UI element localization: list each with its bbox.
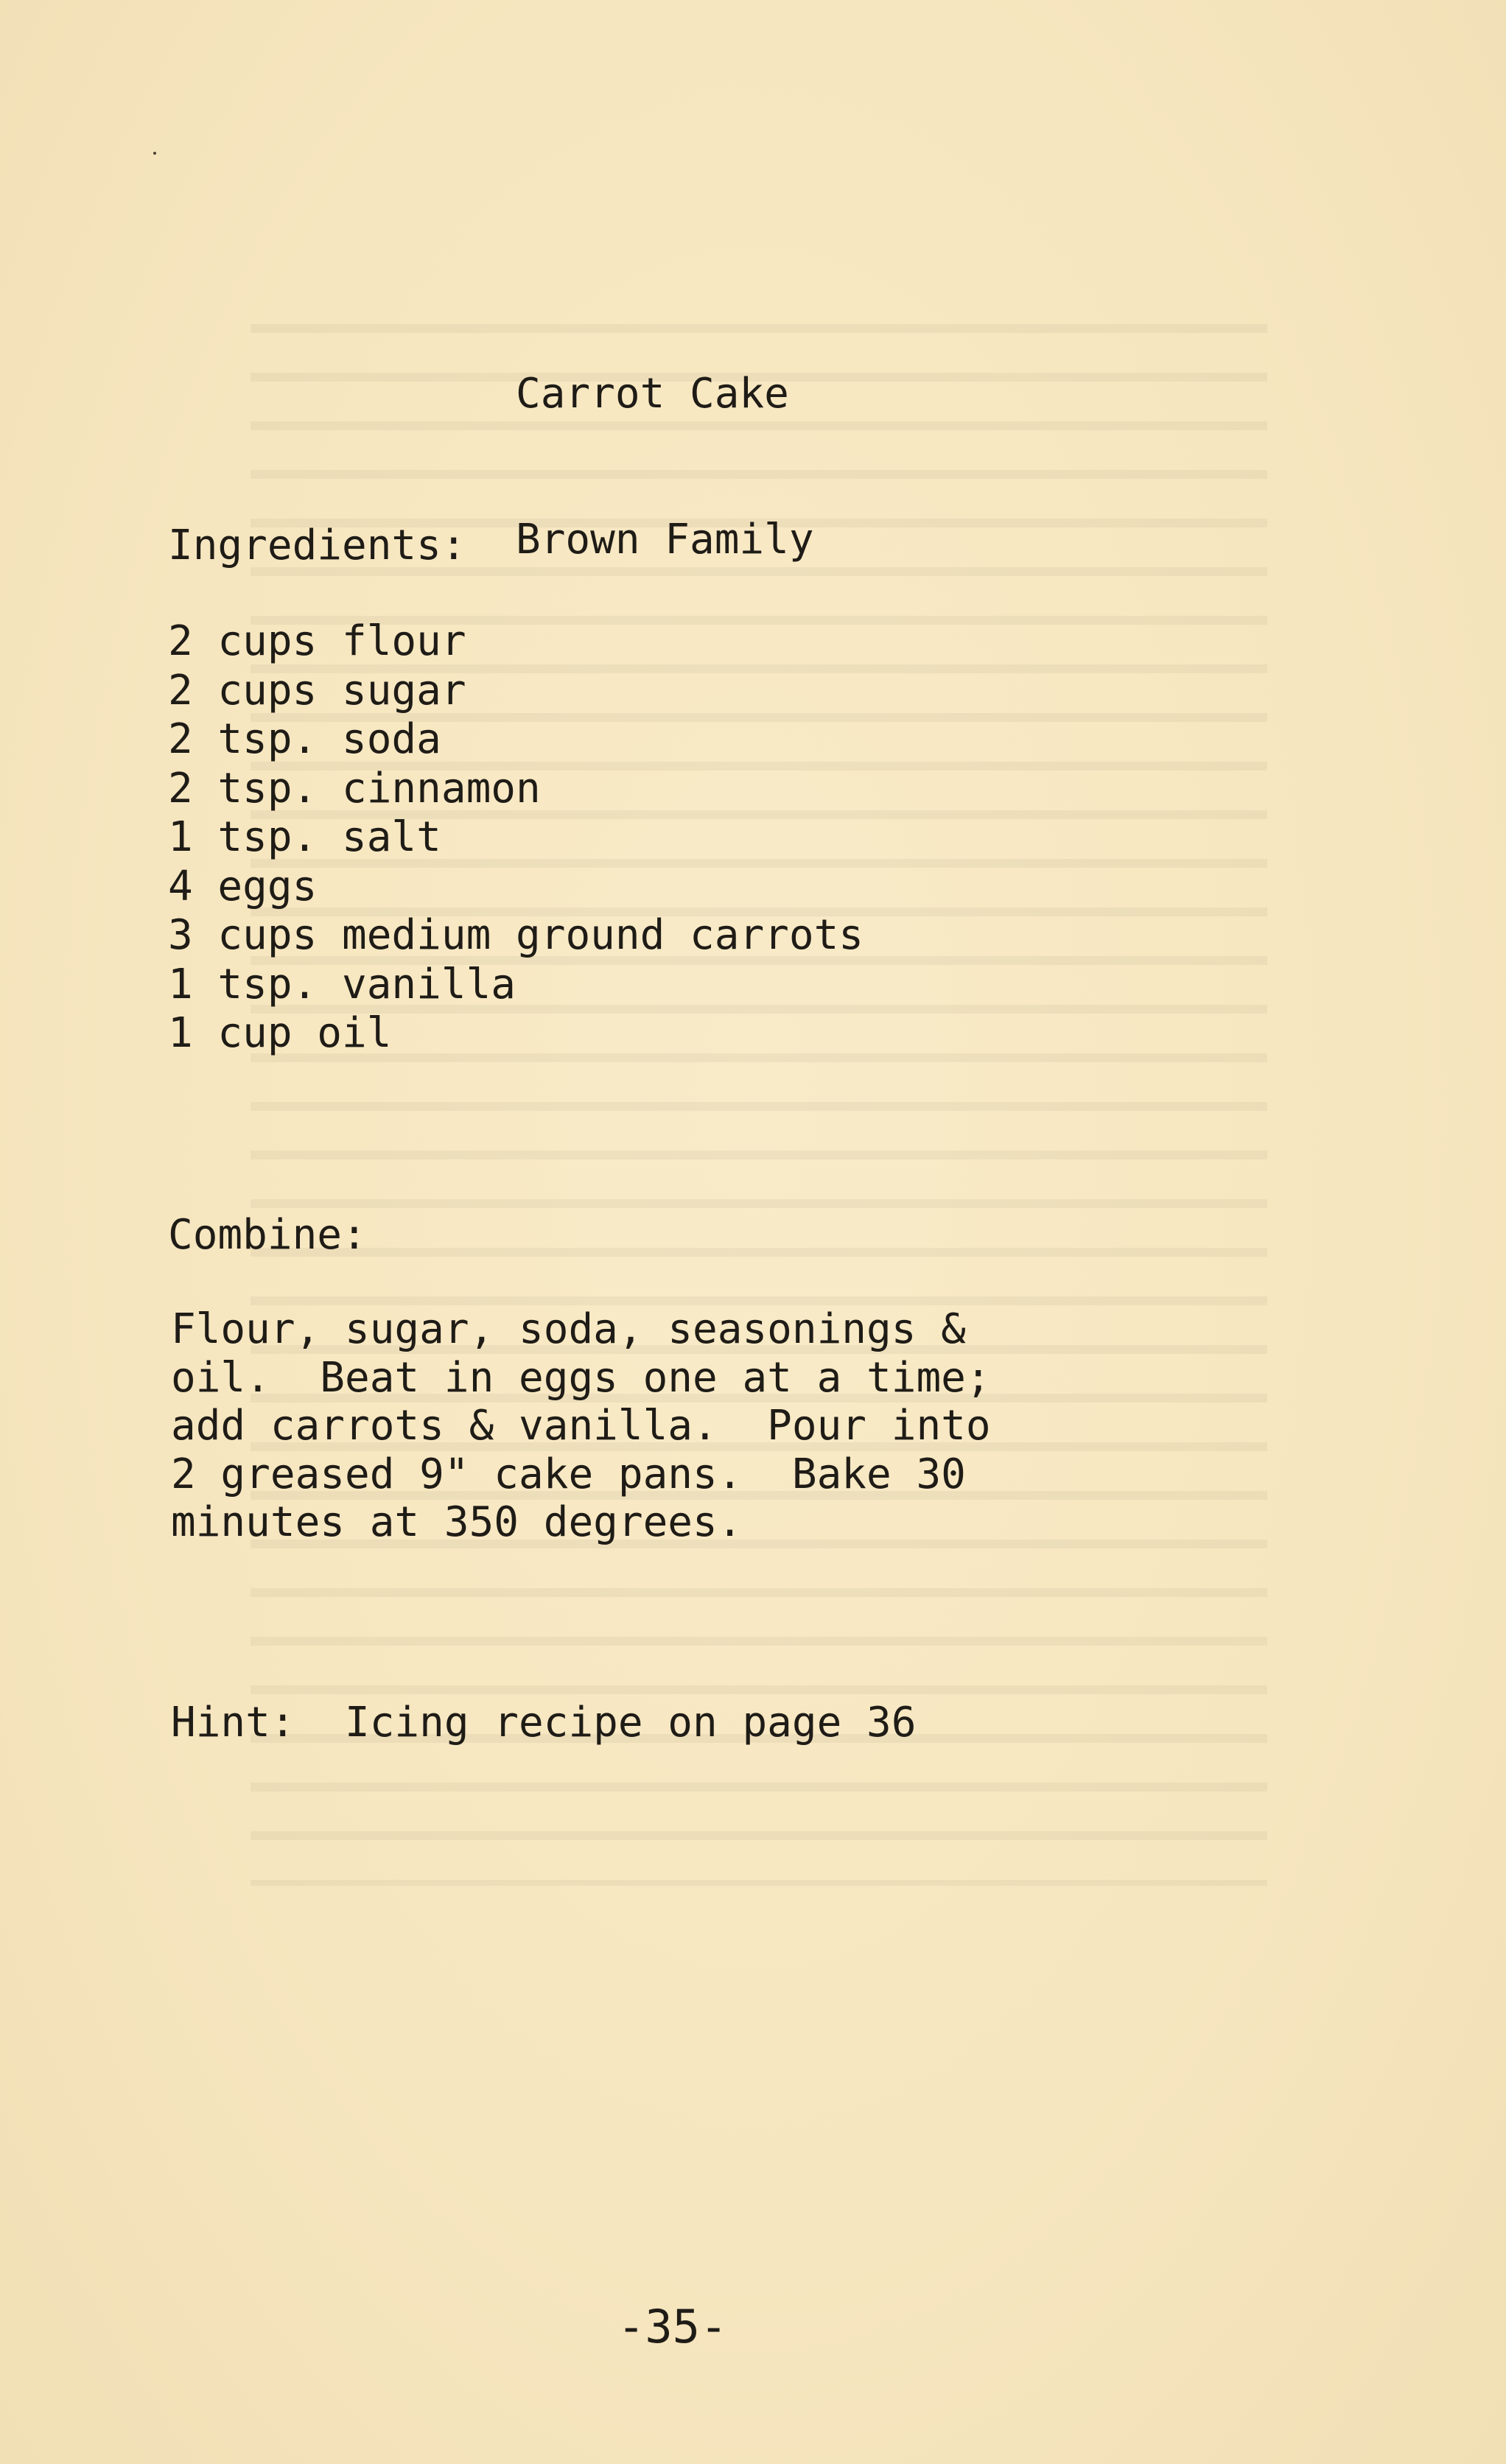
directions-line: Flour, sugar, soda, seasonings & [171,1305,966,1353]
paper-speck [153,152,156,155]
list-item: 2 cups sugar [168,666,466,715]
list-item: 1 cup oil [168,1009,392,1057]
ingredients-heading: Ingredients: [168,522,466,569]
recipe-contributor: Brown Family [516,516,814,564]
recipe-title: Carrot Cake [516,370,789,418]
ingredients-list [168,617,864,1059]
directions-paragraph [171,1305,991,1547]
list-item: 1 tsp. vanilla [168,960,516,1008]
page-number: -35- [617,2300,728,2354]
list-item: 1 tsp. salt [168,813,441,861]
list-item: 4 eggs [168,862,318,910]
directions-line: add carrots & vanilla. Pour into [171,1402,991,1450]
directions-line: minutes at 350 degrees. [171,1498,743,1546]
combine-heading: Combine: [168,1211,367,1259]
directions-line: oil. Beat in eggs one at a time; [171,1353,991,1402]
list-item: 2 tsp. cinnamon [168,764,541,812]
list-item: 3 cups medium ground carrots [168,911,864,959]
hint-note: Hint: Icing recipe on page 36 [171,1699,917,1747]
recipe-header [516,273,814,661]
list-item: 2 tsp. soda [168,715,441,763]
list-item: 2 cups flour [168,617,466,665]
directions-line: 2 greased 9" cake pans. Bake 30 [171,1450,966,1498]
